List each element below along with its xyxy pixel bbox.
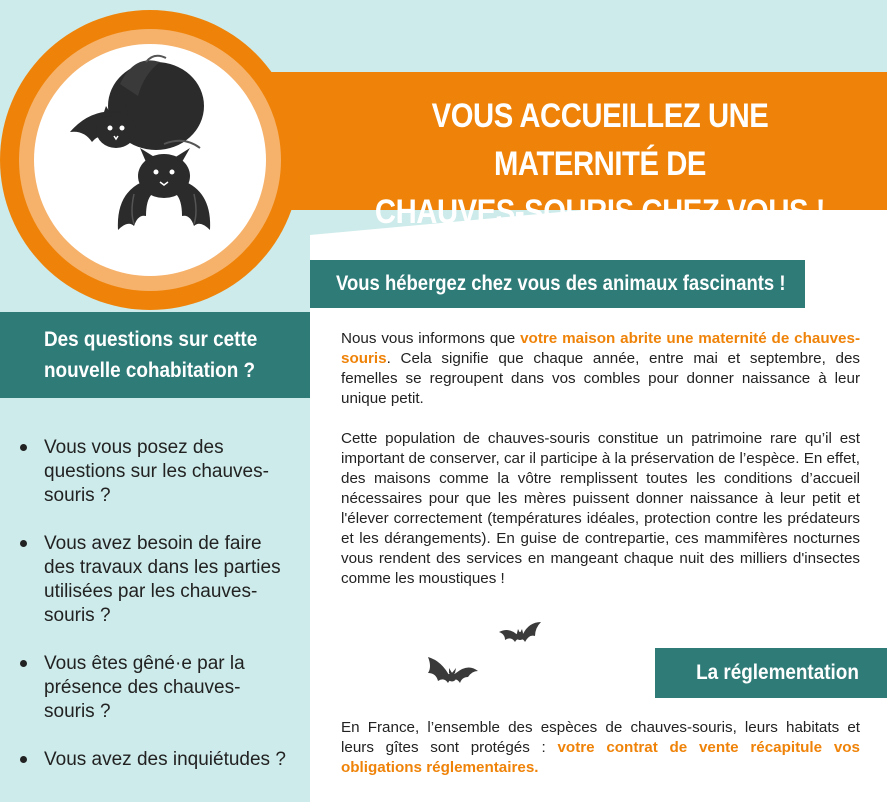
section-heading-text: Vous hébergez chez vous des animaux fascinants ! bbox=[336, 272, 786, 295]
section-heading-regulation bbox=[655, 648, 887, 698]
list-item bbox=[20, 652, 290, 724]
bullet-icon bbox=[20, 444, 27, 451]
question-text: Vous avez des inquiétudes ? bbox=[44, 749, 286, 770]
small-bat-icon bbox=[424, 655, 480, 695]
question-list bbox=[20, 436, 290, 796]
question-text: Vous êtes gêné·e par la présence des chauves-souris ? bbox=[44, 653, 245, 722]
regulation-text: En France, l’ensemble des espèces de chauves-souris, leurs habitats et leurs gîtes sont protégés : bbox=[341, 719, 860, 756]
regulation-paragraph bbox=[341, 718, 860, 778]
list-item bbox=[20, 436, 290, 508]
bullet-icon bbox=[20, 660, 27, 667]
bullet-icon bbox=[20, 756, 27, 763]
page-title-line-1: VOUS ACCUEILLEZ UNE MATERNITÉ DE bbox=[431, 97, 769, 183]
question-text: Vous avez besoin de faire des travaux dans les parties utilisées par les chauves-souris ? bbox=[44, 533, 281, 626]
sidebar-heading bbox=[0, 312, 310, 398]
bat-illustration-icon bbox=[34, 44, 266, 276]
intro-text-end: . Cela signifie que chaque année, entre mai et septembre, des femelles se regroupent dans vos combles pour donner naissance à leur unique petit. bbox=[341, 350, 860, 407]
small-bat-icon bbox=[497, 618, 543, 652]
bullet-icon bbox=[20, 540, 27, 547]
list-item bbox=[20, 748, 290, 772]
logo-circle-inner bbox=[34, 44, 266, 276]
intro-highlight: votre maison abrite une maternité de chauves-souris bbox=[341, 330, 860, 367]
page-title-line-2: CHAUVES-SOURIS CHEZ VOUS ! bbox=[374, 193, 826, 231]
sidebar-heading-text: Des questions sur cette nouvelle cohabitation ? bbox=[44, 328, 258, 382]
heritage-paragraph: Cette population de chauves-souris constitue un patrimoine rare qu’il est important de conserver, car il participe à la préservation de l’espèce. En effet, des maisons comme la vôtre remplissent toutes les conditions d’accueil nécessaires pour que les mères puissent donner naissance à leur petit et l'élever correctement (températures idéales, protection contre les prédateurs et les dérangements). En guise de contrepartie, ces mammifères nocturnes vous rendent des services en mangeant chaque nuit des milliers d'insectes comme les moustiques ! bbox=[341, 430, 860, 587]
intro-paragraph bbox=[341, 329, 860, 409]
section-heading-fascinating-animals bbox=[310, 260, 805, 308]
intro-text: Nous vous informons que bbox=[341, 330, 521, 347]
page-title bbox=[368, 92, 832, 236]
question-text: Vous vous posez des questions sur les chauves-souris ? bbox=[44, 437, 269, 506]
regulation-highlight: votre contrat de vente récapitule vos obligations réglementaires. bbox=[341, 739, 860, 776]
section-heading-text: La réglementation bbox=[696, 661, 859, 684]
list-item bbox=[20, 532, 290, 628]
